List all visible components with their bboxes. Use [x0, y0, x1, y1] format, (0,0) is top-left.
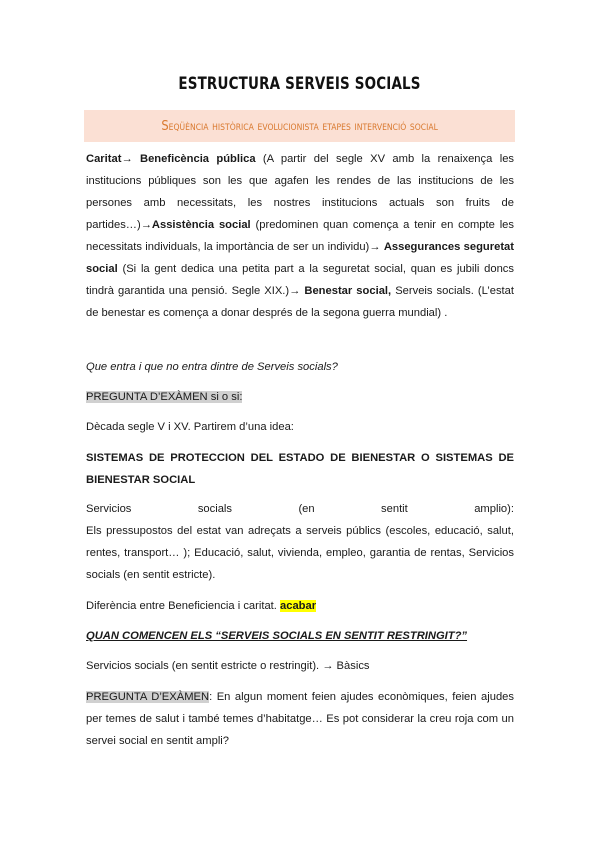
text-assistencia: (predominen quan comença a tenir en compte les necessitats individuals, la importància de ser un individu) [86, 219, 514, 253]
subtitle-band [84, 110, 515, 142]
history-paragraph [86, 148, 514, 324]
subtitle: Seqüència històrica evolucionista etapes intervenció social [161, 118, 438, 134]
restricted-line: Servicios socials (en sentit estricte o restringit). → Bàsics [86, 660, 370, 672]
question-1: Que entra i que no entra dintre de Serveis socials? [86, 361, 338, 373]
arrow-icon: → [140, 219, 152, 231]
exam-tag-1-row [86, 386, 514, 408]
word: (en [298, 503, 315, 515]
text-assegurances: (Si la gent dedica una petita part a la seguretat social, quan es jubili doncs tindrà garantida una pensió. Segle XIX.) [86, 263, 514, 297]
servicios-amplio-row [86, 498, 514, 520]
arrow-icon: → [369, 241, 384, 253]
term-caritat: Caritat [86, 153, 122, 165]
difference-text: Diferència entre Beneficiencia i caritat. [86, 600, 281, 612]
arrow-icon: → [121, 153, 140, 165]
arrow-icon: → [289, 285, 305, 297]
exam-tag-1: PREGUNTA D’EXÀMEN si o si: [86, 391, 243, 403]
exam-question-2 [86, 686, 514, 752]
term-assistencia: Assistència social [151, 219, 251, 231]
heading-1-text: SISTEMAS DE PROTECCION DEL ESTADO DE BIENESTAR O SISTEMAS DE BIENESTAR SOCIAL [86, 452, 514, 486]
decade-line: Dècada segle V i XV. Partirem d’una idea: [86, 421, 294, 433]
term-beneficencia: Beneficència pública [140, 153, 256, 165]
word: amplio): [474, 503, 514, 515]
servicios-amplio-body [86, 520, 514, 586]
exam-question-2-text: : En algun moment feien ajudes econòmiques, feien ajudes per temes de salut i també temes d’habitatge… Es pot considerar la creu roja com un servei social en sentit ampli? [86, 691, 514, 747]
document-title: ESTRUCTURA SERVEIS SOCIALS [178, 74, 421, 94]
word: Servicios [86, 503, 132, 515]
heading-2-text: QUAN COMENCEN ELS “SERVEIS SOCIALS EN SENTIT RESTRINGIT?” [86, 630, 468, 642]
term-benestar: Benestar social, [304, 285, 392, 297]
term-assegurances: Assegurances seguretat social [86, 241, 514, 275]
exam-tag-2: PREGUNTA D’EXÀMEN [86, 691, 210, 703]
heading-1 [86, 447, 514, 491]
todo-highlight: acabar [280, 600, 317, 612]
word: sentit [381, 503, 408, 515]
text-beneficencia: (A partir del segle XV amb la renaixença les institucions públiques son les que agafen les rendes de las institucions de les persones amb necessitats, les nostres institucions actuals son fruits de partides…) [86, 153, 515, 231]
servicios-amplio-text: Els pressupostos del estat van adreçats a serveis públics (escoles, educació, salut, rentes, transport… ); Educació, salut, vivienda, empleo, garantia de rentas, Servicios socials (en sentit estricte). [86, 525, 514, 581]
difference-line [86, 595, 514, 617]
word: socials [197, 503, 233, 515]
heading-2 [86, 625, 514, 647]
text-benestar: Serveis socials. (L’estat de benestar es comença a donar després de la segona guerra mundial) . [86, 285, 514, 319]
